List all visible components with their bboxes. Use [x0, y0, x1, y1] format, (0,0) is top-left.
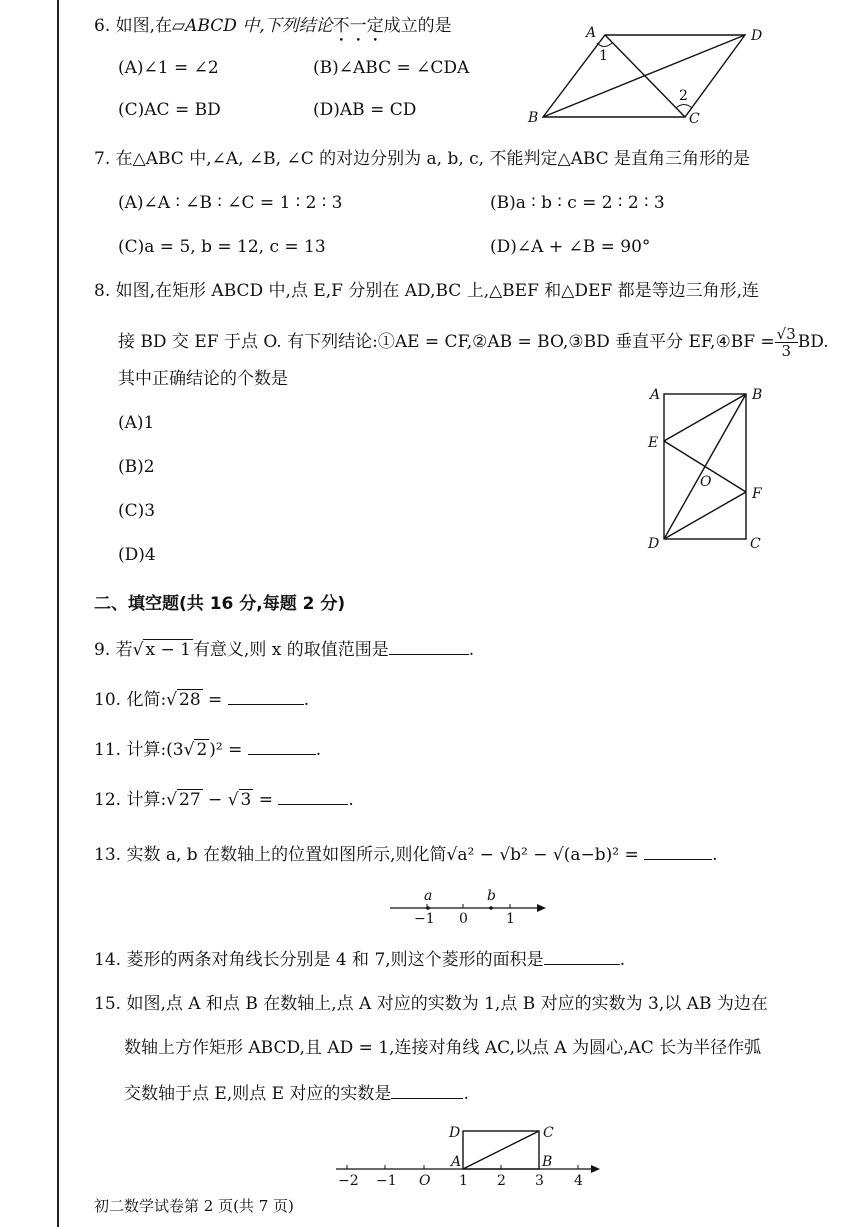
- q8-option-a: (A)1: [118, 413, 155, 433]
- q13-label-b: b: [487, 888, 496, 904]
- q8-label-B: B: [752, 387, 763, 403]
- q7-option-a: (A)∠A ∶ ∠B ∶ ∠C = 1 ∶ 2 ∶ 3: [118, 193, 343, 213]
- q11-text: 11. 计算:(3√ 2 )² = .: [94, 740, 322, 760]
- q8-option-b: (B)2: [118, 457, 155, 477]
- q7-stem: 7. 在△ABC 中,∠A, ∠B, ∠C 的对边分别为 a, b, c, 不能判定△ABC 是直角三角形的是: [94, 149, 751, 169]
- page-footer: 初二数学试卷第 2 页(共 7 页): [94, 1197, 294, 1215]
- q15-line3: 交数轴于点 E,则点 E 对应的实数是 .: [124, 1084, 469, 1104]
- q13-text: 13. 实数 a, b 在数轴上的位置如图所示,则化简√a² − √b² − √(a−b)² = .: [94, 845, 718, 865]
- q13-tick-0: 0: [459, 911, 468, 927]
- q13-tick-1: 1: [506, 911, 515, 927]
- q15-label-C: C: [543, 1125, 554, 1141]
- q6-label-2: 2: [679, 88, 688, 104]
- q10-text: 10. 化简:√ 28 = .: [94, 690, 310, 710]
- q6-label-B: B: [528, 110, 539, 126]
- q8-fraction: $\frac{√3}{3}$: [776, 325, 796, 360]
- q14-text: 14. 菱形的两条对角线长分别是 4 和 7,则这个菱形的面积是 .: [94, 950, 626, 970]
- q15-tick-m2: −2: [338, 1173, 359, 1189]
- q6-label-1: 1: [599, 48, 608, 64]
- q15-tick-2: 2: [497, 1173, 506, 1189]
- q6-option-d: (D)AB = CD: [313, 100, 417, 120]
- q9-text: 9. 若√ x − 1 有意义,则 x 的取值范围是 .: [94, 640, 475, 660]
- q8-label-D: D: [648, 536, 660, 552]
- q8-label-E: E: [648, 435, 659, 451]
- q7-option-b: (B)a ∶ b ∶ c = 2 ∶ 2 ∶ 3: [490, 193, 665, 213]
- q8-label-F: F: [752, 486, 762, 502]
- q13-label-a: a: [424, 888, 433, 904]
- q8-label-A: A: [650, 387, 661, 403]
- q8-option-d: (D)4: [118, 545, 156, 565]
- q6-option-b: (B)∠ABC = ∠CDA: [313, 58, 470, 78]
- q15-line2: 数轴上方作矩形 ABCD,且 AD = 1,连接对角线 AC,以点 A 为圆心,AC 长为半径作弧: [124, 1038, 762, 1058]
- q6-stem: 6. 如图,在▱ABCD 中,下列结论不一定成立的是: [94, 16, 452, 36]
- q15-label-A: A: [451, 1154, 462, 1170]
- q15-line1: 15. 如图,点 A 和点 B 在数轴上,点 A 对应的实数为 1,点 B 对应的实数为 3,以 AB 为边在: [94, 994, 768, 1014]
- q15-tick-3: 3: [535, 1173, 544, 1189]
- q7-option-c: (C)a = 5, b = 12, c = 13: [118, 237, 326, 257]
- q8-label-O: O: [700, 474, 712, 490]
- q12-text: 12. 计算:√ 27 − √ 3 = .: [94, 790, 354, 810]
- q6-label-A: A: [586, 25, 597, 41]
- q6-option-c: (C)AC = BD: [118, 100, 221, 120]
- q15-tick-1: 1: [459, 1173, 468, 1189]
- q6-label-C: C: [689, 111, 700, 127]
- q15-tick-O: O: [419, 1173, 431, 1189]
- section-fill-in-heading: 二、填空题(共 16 分,每题 2 分): [94, 594, 346, 614]
- q15-tick-4: 4: [574, 1173, 583, 1189]
- q8-label-C: C: [750, 536, 761, 552]
- q6-label-D: D: [751, 28, 763, 44]
- q15-label-B: B: [542, 1154, 553, 1170]
- q15-label-D: D: [449, 1125, 461, 1141]
- q8-stem-line2: 接 BD 交 EF 于点 O. 有下列结论:①AE = CF,②AB = BO,③BD 垂直平分 EF,④BF = $\frac{√3}{3}$ BD.: [118, 325, 829, 360]
- q8-option-c: (C)3: [118, 501, 156, 521]
- q7-option-d: (D)∠A + ∠B = 90°: [490, 237, 651, 257]
- q8-stem-line3: 其中正确结论的个数是: [118, 369, 288, 389]
- q6-option-a: (A)∠1 = ∠2: [118, 58, 219, 78]
- q8-stem-line1: 8. 如图,在矩形 ABCD 中,点 E,F 分别在 AD,BC 上,△BEF 和△DEF 都是等边三角形,连: [94, 281, 759, 301]
- q13-tick-m1: −1: [414, 911, 435, 927]
- q15-tick-m1: −1: [376, 1173, 397, 1189]
